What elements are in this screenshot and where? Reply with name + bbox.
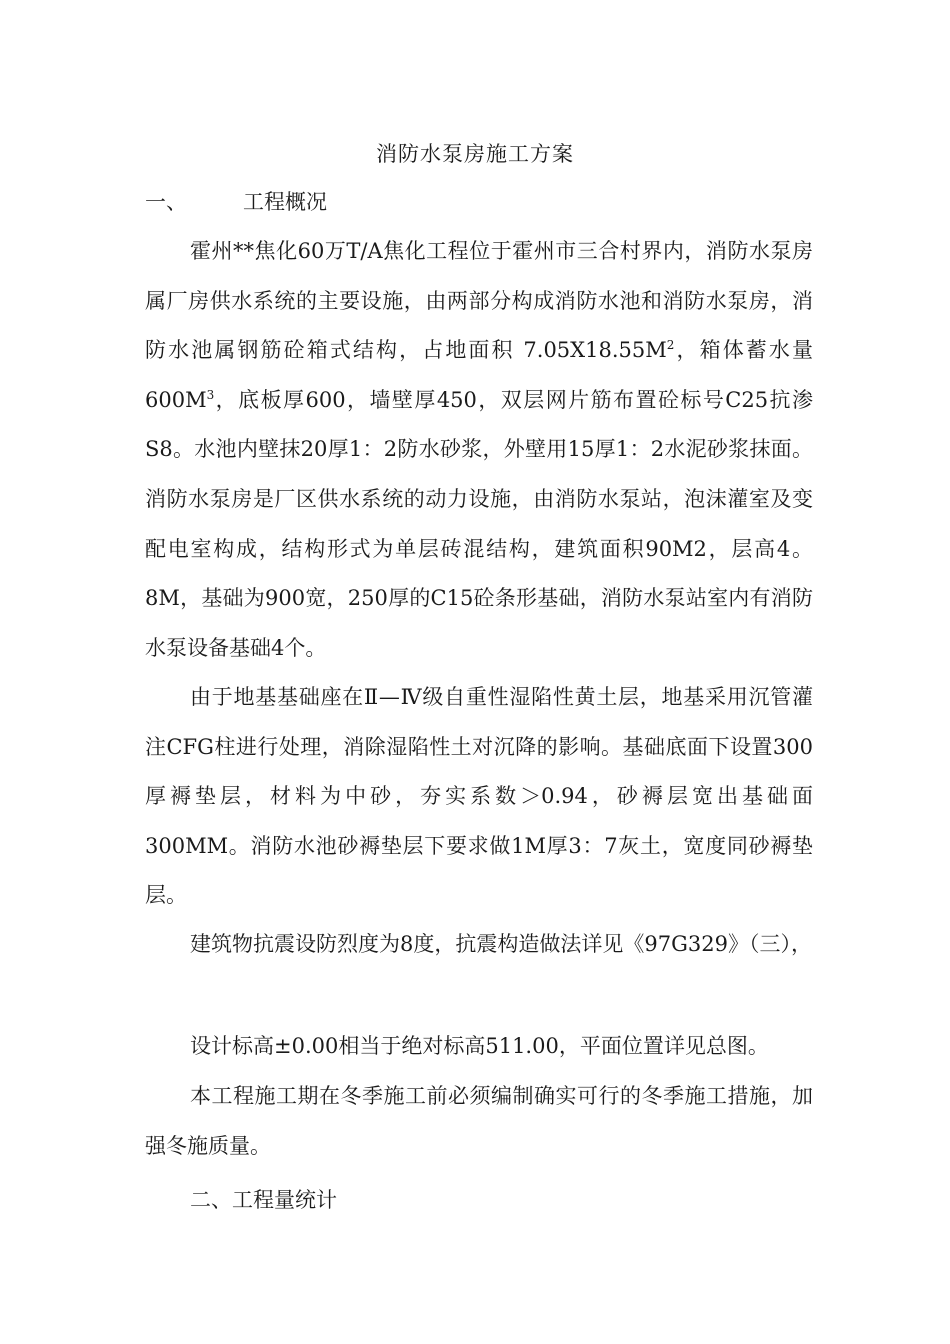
superscript: 2	[666, 338, 675, 353]
section-title: 工程概况	[243, 190, 327, 214]
document-title: 消防水泵房施工方案	[376, 142, 574, 166]
section-heading-1	[145, 186, 327, 216]
section-heading-2: 二、工程量统计	[190, 1188, 337, 1212]
paragraph-foundation: 由于地基基础座在Ⅱ—Ⅳ级自重性湿陷性黄土层，地基采用沉管灌注CFG柱进行处理，消除湿陷性土对沉降的影响。基础底面下设置300厚褥垫层，材料为中砂，夯实系数＞0.94，砂褥层宽出基础面300MM。消防水池砂褥垫层下要求做1M厚3：7灰土，宽度同砂褥垫层。	[145, 685, 813, 908]
superscript: 3	[206, 387, 215, 402]
paragraph-text: ，底板厚600，墙壁厚450，双层网片筋布置砼标号C25抗渗S8。水池内壁抹20厚1：2防水砂浆，外壁用15厚1：2水泥砂浆抹面。消防水泵房是厂区供水系统的动力设施，由消防水泵站，泡沫灌室及变配电室构成，结构形式为单层砖混结构，建筑面积90M2，层高4。8M，基础为900宽，250厚的C15砼条形基础，消防水泵站室内有消防水泵设备基础4个。	[145, 387, 813, 660]
paragraph-overview	[145, 227, 813, 673]
paragraph-seismic: 建筑物抗震设防烈度为8度，抗震构造做法详见《97G329》（三），	[190, 932, 812, 956]
paragraph-winter: 本工程施工期在冬季施工前必须编制确实可行的冬季施工措施，加强冬施质量。	[145, 1084, 813, 1158]
section-number: 一、	[145, 190, 187, 214]
paragraph-text: 霍州**焦化60万T/A焦化工程位于霍州市三合村界内，消防水泵房属厂房供水系统的主要设施，由两部分构成消防水池和消防水泵房，消防水池属钢筋砼箱式结构，占地面积 7.05X18.55M	[145, 239, 813, 363]
paragraph-text: ，箱体蓄水量600M	[145, 338, 814, 412]
paragraph-elevation: 设计标高±0.00相当于绝对标高511.00，平面位置详见总图。	[190, 1034, 769, 1058]
